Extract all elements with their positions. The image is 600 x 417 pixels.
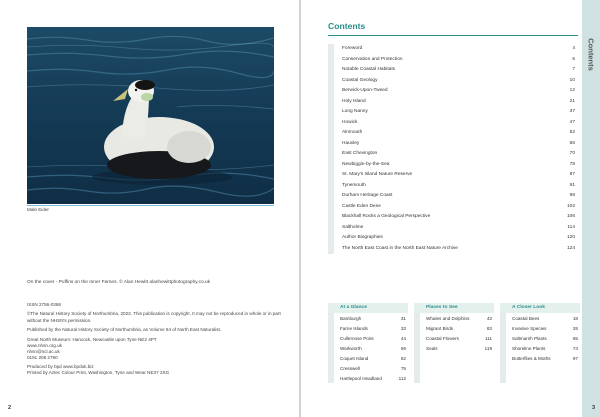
- toc-row[interactable]: Hauxley 66: [328, 139, 578, 150]
- index-item[interactable]: Seals 119: [426, 345, 492, 351]
- toc-row[interactable]: Howick 47: [328, 118, 578, 129]
- email-link[interactable]: nhsn@ncl.ac.uk: [27, 348, 60, 354]
- column-heading: Places to See: [414, 303, 494, 313]
- page-number-right: 3: [591, 405, 595, 411]
- index-item[interactable]: Shoreline Plants 74: [512, 345, 578, 351]
- index-item[interactable]: Invasive Species 28: [512, 325, 578, 331]
- toc-row[interactable]: Conservation and Protection 6: [328, 55, 578, 66]
- toc-row[interactable]: Tynemouth 91: [328, 181, 578, 192]
- index-item[interactable]: Coastal Bees 18: [512, 315, 578, 321]
- index-item[interactable]: Cresswell 75: [340, 365, 406, 371]
- side-tab-label: Contents: [586, 38, 596, 71]
- index-item[interactable]: Farne Islands 33: [340, 325, 406, 331]
- feature-index: [328, 303, 590, 383]
- toc-row[interactable]: Author Biographies 120: [328, 233, 578, 244]
- column-heading: A Closer Look: [500, 303, 580, 313]
- toc-row[interactable]: Castle Eden Dene 102: [328, 202, 578, 213]
- photo-caption: Male Eider: [27, 207, 49, 212]
- toc-row[interactable]: Durham Heritage Coast 98: [328, 191, 578, 202]
- toc-row[interactable]: The North East Coast in the North East Nature Archive 124: [328, 244, 578, 255]
- producer-credit: Produced by bpd www.bpduk.biz: [27, 364, 94, 370]
- index-item[interactable]: Cullernose Point 44: [340, 335, 406, 341]
- right-page: [301, 0, 600, 417]
- toc-row[interactable]: Blackhall Rocks a Geological Perspective 106: [328, 212, 578, 223]
- index-item[interactable]: Migrant Birds 83: [426, 325, 492, 331]
- index-item[interactable]: Saltmarsh Plants 65: [512, 335, 578, 341]
- toc-row[interactable]: Berwick-Upon-Tweed 12: [328, 86, 578, 97]
- places-to-see-column: [414, 303, 494, 383]
- toc-row[interactable]: Alnmouth 52: [328, 128, 578, 139]
- publisher-note: Published by the Natural History Society of Northumbria, as Volume 94 of North East Naturalist.: [27, 327, 222, 333]
- toc-row[interactable]: Coastal Geology 10: [328, 76, 578, 87]
- copyright-notice: ©The Natural History Society of Northumbria, 2023. This publication is copyright. It may not be reproduced in whole or in part without the NHSN's permission.: [27, 311, 281, 323]
- eider-duck-photo: [27, 27, 274, 204]
- toc-row[interactable]: Long Nanny 37: [328, 107, 578, 118]
- website-link[interactable]: www.nhsn.org.uk: [27, 342, 62, 348]
- title-rule: [328, 35, 578, 36]
- index-item[interactable]: Bamburgh 31: [340, 315, 406, 321]
- contents-list: [328, 44, 578, 254]
- index-item[interactable]: Hartlepool Headland 112: [340, 375, 406, 381]
- toc-row[interactable]: St. Mary's Island Nature Reserve 87: [328, 170, 578, 181]
- toc-row[interactable]: Holy Island 21: [328, 97, 578, 108]
- issn: ISSN 2756-0368: [27, 302, 61, 307]
- toc-row[interactable]: East Chevington 70: [328, 149, 578, 160]
- contents-side-tab: [582, 0, 600, 417]
- toc-row[interactable]: Newbiggin-by-the-Sea 78: [328, 160, 578, 171]
- imprint-block: [27, 302, 289, 377]
- index-item[interactable]: Whales and Dolphins 43: [426, 315, 492, 321]
- toc-row[interactable]: Notable Coastal Habitats 7: [328, 65, 578, 76]
- index-item[interactable]: Warkworth 59: [340, 345, 406, 351]
- page-number-left: 2: [8, 405, 12, 411]
- address-line: Great North Museum: Hancock, Newcastle upon Tyne NE2 4PT: [27, 336, 157, 342]
- index-item[interactable]: Coquet Island 62: [340, 355, 406, 361]
- cover-credit: On the cover - Puffins on the Inner Farnes. © Alan Hewitt alanhewittphotography.co.uk: [27, 280, 211, 285]
- at-a-glance-column: [328, 303, 408, 383]
- left-page: [0, 0, 299, 417]
- toc-row[interactable]: Foreword 4: [328, 44, 578, 55]
- index-item[interactable]: Coastal Flowers 111: [426, 335, 492, 341]
- toc-row[interactable]: Saltholme 114: [328, 223, 578, 234]
- a-closer-look-column: [500, 303, 580, 383]
- phone-number: 0191 208 2790: [27, 354, 58, 360]
- index-item[interactable]: Butterflies & Moths 97: [512, 355, 578, 361]
- photo-rule: [27, 205, 274, 206]
- printer-credit: Printed by Aztec Colour Print, Washington, Tyne and Wear NE37 2SG: [27, 370, 170, 376]
- contents-title: Contents: [328, 21, 366, 31]
- column-heading: At a Glance: [328, 303, 408, 313]
